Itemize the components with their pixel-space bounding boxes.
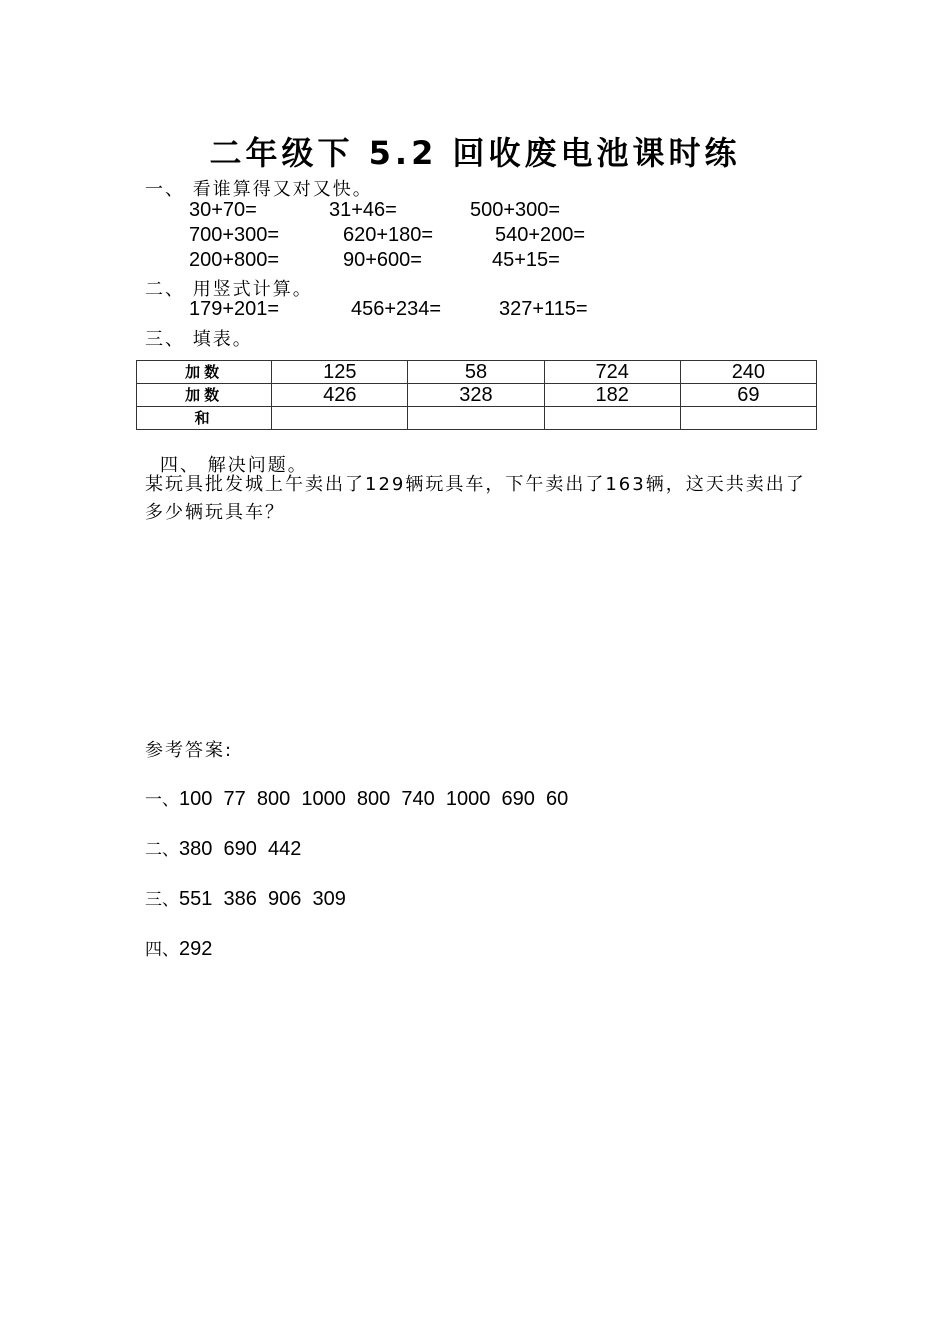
answers-heading: 参考答案: [145,740,234,761]
table-row [137,384,817,407]
answer-line [145,885,346,911]
table-cell: 125 [272,361,408,384]
answer-cell [272,407,408,430]
answer-line [145,835,301,861]
row-label: 和 [137,407,272,430]
answer-cell [680,407,816,430]
exercise: 540+200= [495,224,586,246]
exercise: 620+180= [343,224,434,246]
section3-heading: 三、 填表。 [145,329,253,350]
exercise: 500+300= [470,199,561,221]
table-cell: 328 [408,384,544,407]
answer-values: 292 [179,938,213,960]
table-row [137,407,817,430]
exercise: 90+600= [343,249,422,271]
table-cell: 182 [544,384,680,407]
vertical-calc-item: 327+115= [499,298,588,320]
vertical-calc-item: 456+234= [351,298,442,320]
answer-cell [544,407,680,430]
addition-table [136,360,817,430]
answer-cell [408,407,544,430]
answer-label: 三、 [145,890,179,910]
section4-heading: 四、 解决问题。 [160,455,308,476]
word-problem: 某玩具批发城上午卖出了129辆玩具车，下午卖出了163辆，这天共卖出了多少辆玩具车？ [145,474,806,523]
row-label: 加数 [137,361,272,384]
table-cell: 58 [408,361,544,384]
exercise: 30+70= [189,199,257,221]
answer-values: 551 386 906 309 [179,888,346,910]
section1-heading: 一、 看谁算得又对又快。 [145,179,373,200]
page-title: 二年级下 5.2 回收废电池课时练 [209,134,741,172]
exercise: 45+15= [492,249,560,271]
row-label: 加数 [137,384,272,407]
section2-heading: 二、 用竖式计算。 [145,279,313,300]
exercise: 700+300= [189,224,280,246]
answer-line [145,785,568,811]
table-cell: 240 [680,361,816,384]
answer-label: 一、 [145,790,179,810]
answer-line [145,935,212,961]
vertical-calc-item: 179+201= [189,298,280,320]
answer-label: 四、 [145,940,179,960]
table-cell: 724 [544,361,680,384]
exercise: 31+46= [329,199,397,221]
table-row [137,361,817,384]
answer-values: 380 690 442 [179,838,302,860]
answer-values: 100 77 800 1000 800 740 1000 690 60 [179,788,569,810]
table-cell: 69 [680,384,816,407]
exercise: 200+800= [189,249,280,271]
table-cell: 426 [272,384,408,407]
answer-label: 二、 [145,840,179,860]
